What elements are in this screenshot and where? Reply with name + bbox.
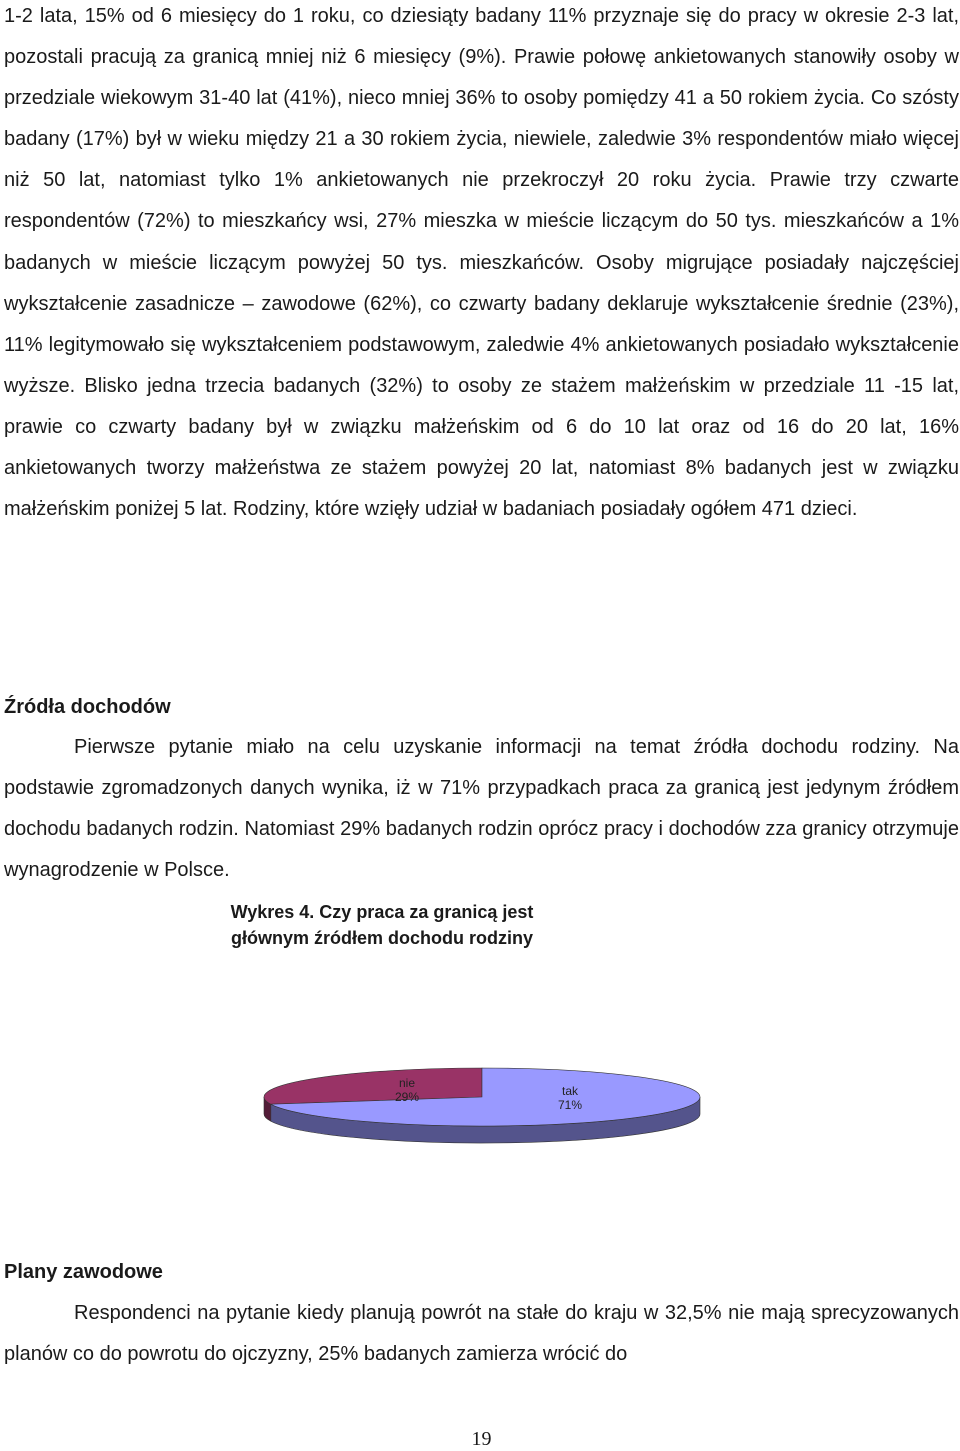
section-heading-income: Źródła dochodów [4, 696, 171, 718]
pie-3d-group [264, 1068, 700, 1143]
pie-chart [4, 1040, 959, 1170]
paragraph-plans: Respondenci na pytanie kiedy planują powrót na stałe do kraju w 32,5% nie mają sprecyzowanych planów co do powrotu do ojczyzny, 25% badanych zamierza wrócić do [4, 1302, 959, 1366]
paragraph-demographics: 1-2 lata, 15% od 6 miesięcy do 1 roku, co dziesiąty badany 11% przyznaje się do pracy w okresie 2-3 lat, pozostali pracują za granicą mniej niż 6 miesięcy (9%). Prawie połowę ankietowanych stanowiły osoby w przedziale wiekowym 31-40 lat (41%), nieco mniej 36% to osoby pomiędzy 41 a 50 rokiem życia. Co szósty badany (17%) był w wieku między 21 a 30 rokiem życia, niewiele, zaledwie 3% respondentów miało więcej niż 50 lat, natomiast tylko 1% ankietowanych nie przekroczył 20 roku życia. Prawie trzy czwarte respondentów (72%) to mieszkańcy wsi, 27% mieszka w mieście liczącym do 50 tys. mieszkańców a 1% badanych w mieście liczącym powyżej 50 tys. mieszkańców. Osoby migrujące posiadały najczęściej wykształcenie zasadnicze – zawodowe (62%), co czwarty badany deklaruje wykształcenie średnie (23%), 11% legitymowało się wykształceniem podstawowym, zaledwie 4% ankietowanych posiadało wykształcenie wyższe. Blisko jedna trzecia badanych (32%) to osoby ze stażem małżeńskim w przedziale 11 -15 lat, prawie co czwarty badany był w związku małżeńskim od 6 do 10 lat oraz od 16 do 20 lat, 16% ankietowanych tworzy małżeństwa ze stażem powyżej 20 lat, natomiast 8% badanych jest w związku małżeńskim poniżej 5 lat. Rodziny, które wzięły udział w badaniach posiadały ogółem 471 dzieci. [4, 5, 959, 521]
pie-value-nie: 29% [394, 1090, 420, 1104]
paragraph-income: Pierwsze pytanie miało na celu uzyskanie informacji na temat źródła dochodu rodziny. Na podstawie zgromadzonych danych wynika, iż w 71% przypadkach praca za granicą jest jedynym źródłem dochodu badanych rodzin. Natomiast 29% badanych rodzin oprócz pracy i dochodów zza granicy otrzymuje wynagrodzenie w Polsce. [4, 736, 959, 882]
pie-label-tak: tak [561, 1084, 579, 1098]
chart-title: Wykres 4. Czy praca za granicą jest głównym źródłem dochodu rodziny [230, 902, 534, 948]
page-number: 19 [471, 1428, 492, 1450]
section-heading-plans: Plany zawodowe [4, 1261, 163, 1283]
pie-value-tak: 71% [557, 1098, 583, 1112]
pie-label-nie: nie [398, 1076, 416, 1090]
